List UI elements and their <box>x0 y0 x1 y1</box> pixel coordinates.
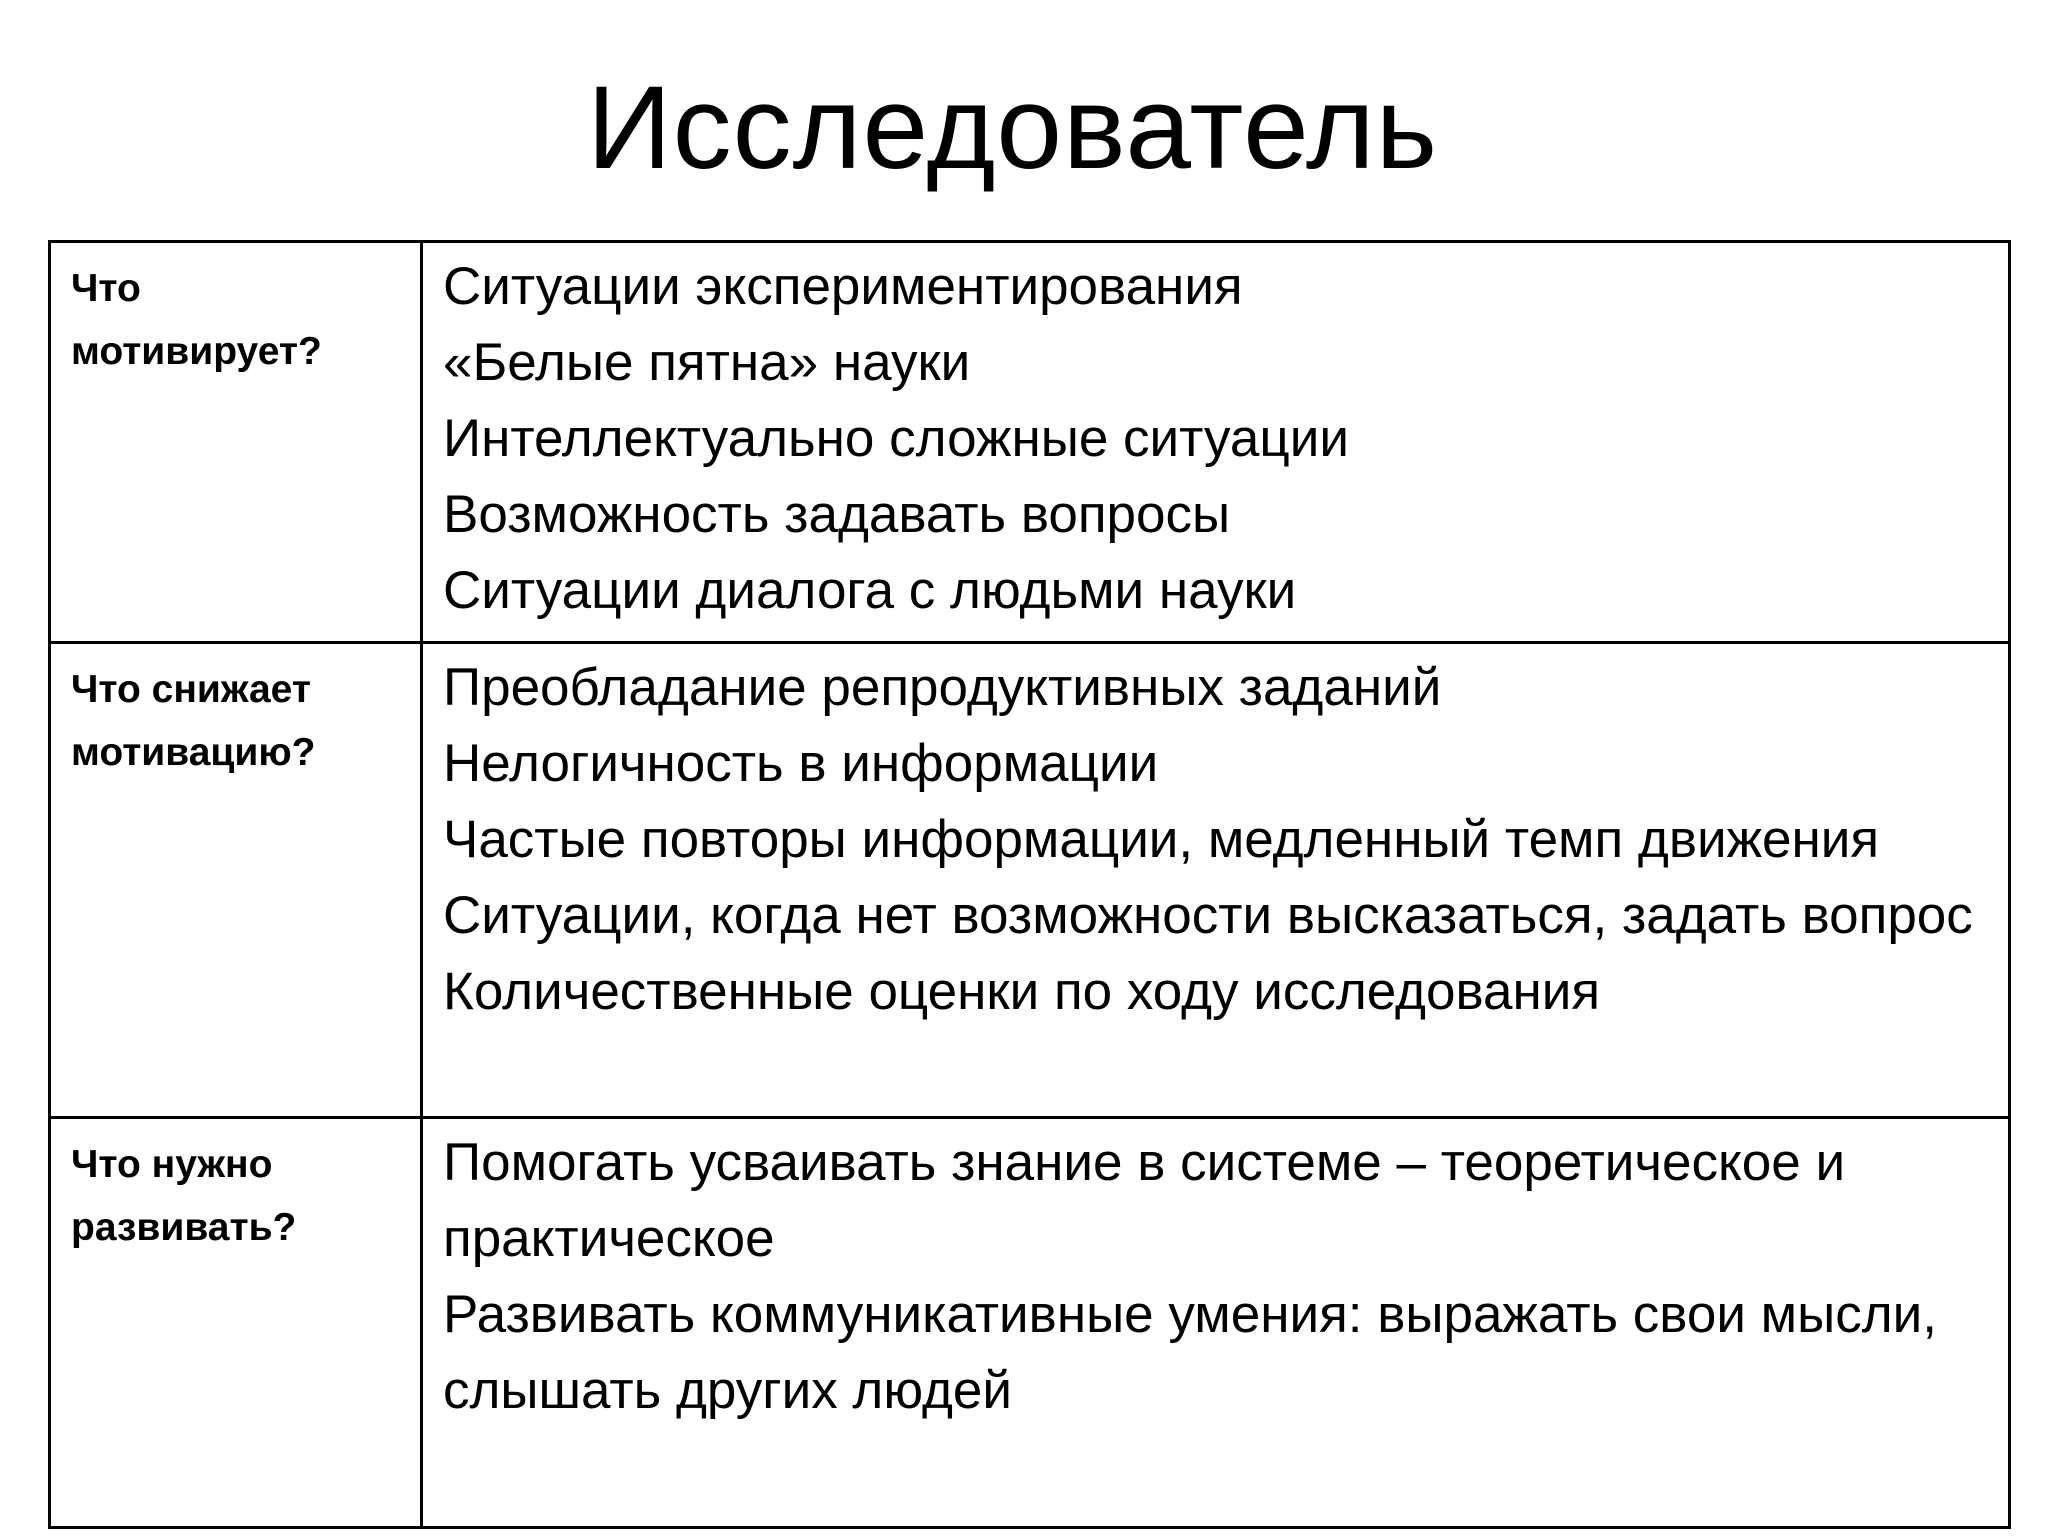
answer-item: Интеллектуально сложные ситуации <box>443 409 1349 468</box>
question-line: Что нужно <box>71 1143 273 1186</box>
answer-item: Развивать коммуникативные умения: выражать свои мысли, слышать других людей <box>443 1285 1937 1420</box>
question-line: Что снижает <box>71 668 311 711</box>
question-cell <box>50 1118 422 1528</box>
answer-item: Возможность задавать вопросы <box>443 485 1231 544</box>
answer-cell <box>422 242 2010 643</box>
slide-title: Исследователь <box>586 62 1439 194</box>
question-cell <box>50 643 422 1118</box>
answer-item: Частые повторы информации, медленный темп движения <box>443 810 1880 869</box>
answer-item: Ситуации экспериментирования <box>443 257 1243 316</box>
answer-item: Количественные оценки по ходу исследования <box>443 962 1601 1021</box>
question-line: Что <box>71 267 141 310</box>
question-line: мотивирует? <box>71 330 322 373</box>
table-row <box>50 643 2010 1118</box>
question-line: развивать? <box>71 1206 297 1249</box>
answer-item: Помогать усваивать знание в системе – теоретическое и практическое <box>443 1133 1846 1268</box>
motivation-table <box>48 240 2011 1529</box>
answer-item: «Белые пятна» науки <box>443 333 971 392</box>
table-row <box>50 1118 2010 1528</box>
answer-cell <box>422 643 2010 1118</box>
answer-item: Ситуации, когда нет возможности высказаться, задать вопрос <box>443 886 1973 945</box>
answer-item: Преобладание репродуктивных заданий <box>443 658 1442 717</box>
answer-cell <box>422 1118 2010 1528</box>
answer-item: Ситуации диалога с людьми науки <box>443 561 1297 620</box>
question-cell <box>50 242 422 643</box>
question-line: мотивацию? <box>71 731 316 774</box>
answer-item: Нелогичность в информации <box>443 734 1159 793</box>
table-row <box>50 242 2010 643</box>
